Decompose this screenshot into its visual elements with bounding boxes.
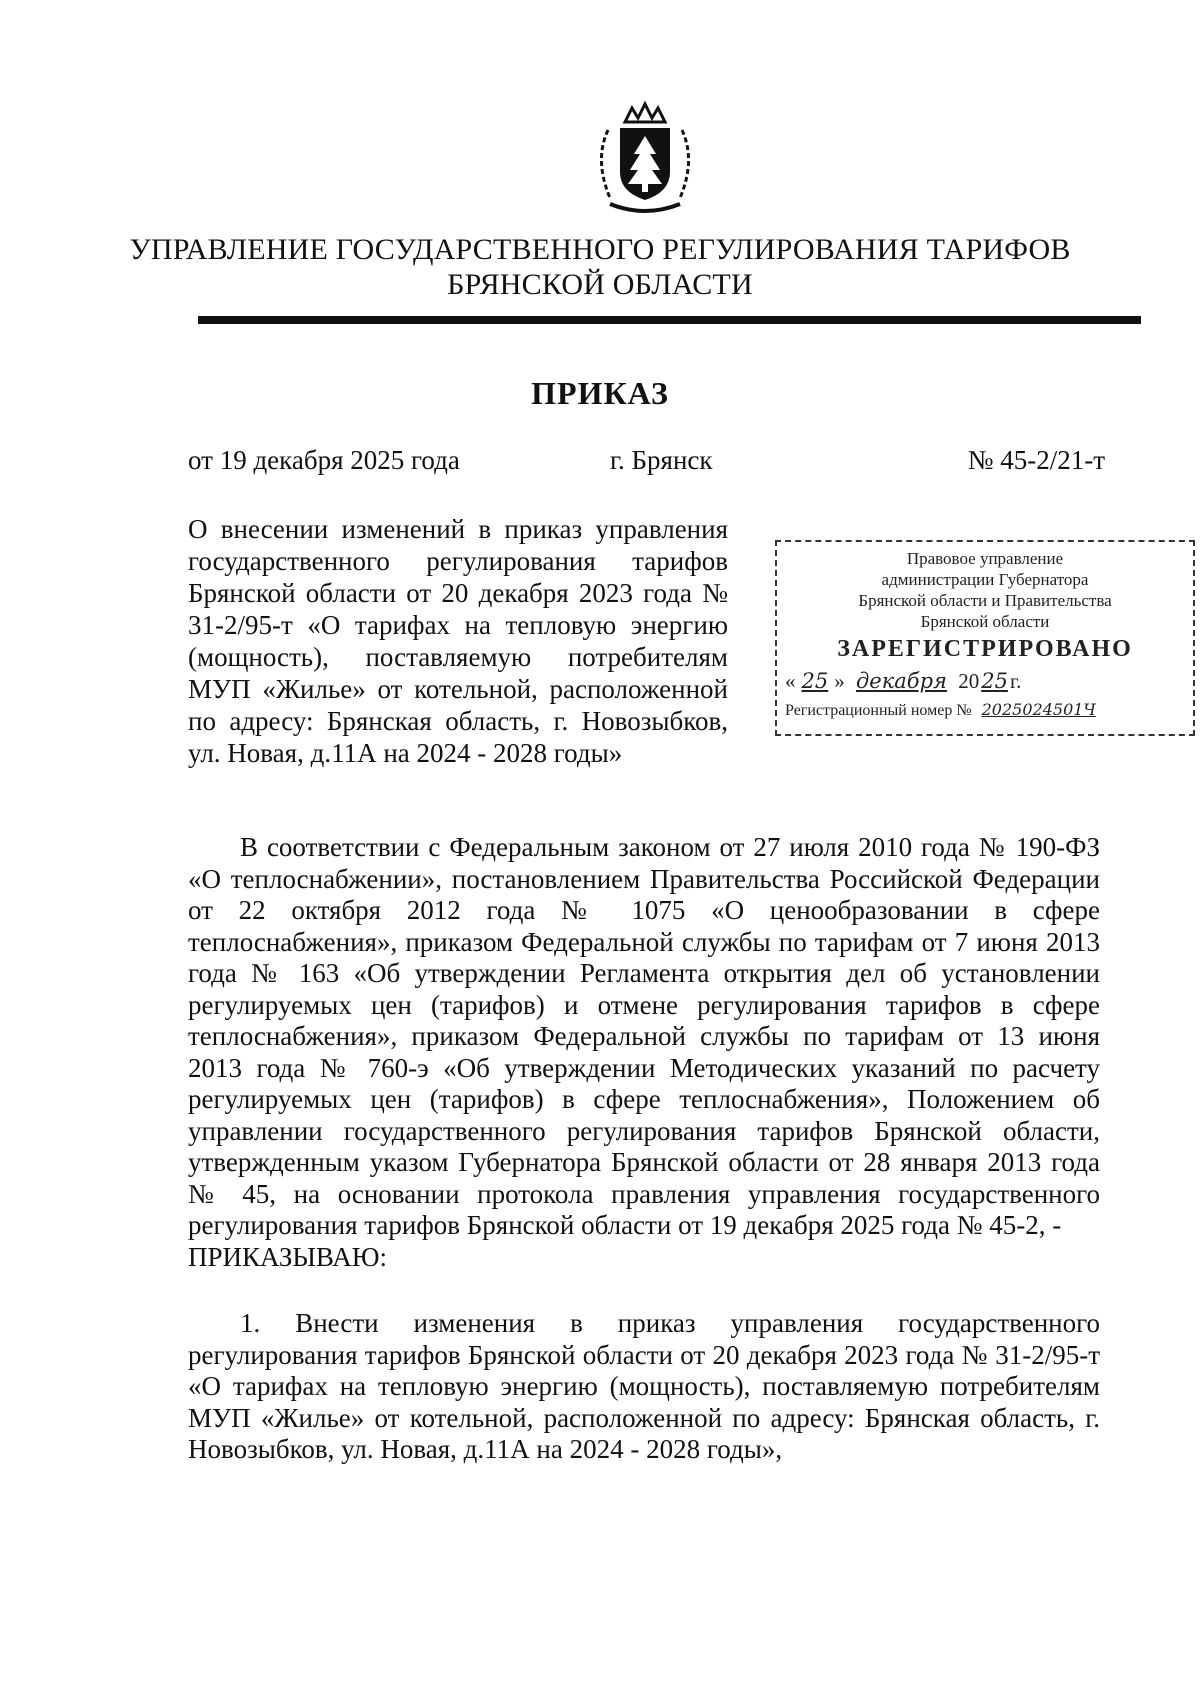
order-subject: О внесении изменений в приказ управления государственного регулирования тарифов Брянской области от 20 декабря 2023 года № 31-2/95-т «О тарифах на тепловую энергию (мощность), поставляемую потребителям МУП «Жилье» от котельной, расположенной по адресу: Брянская область, г. Новозыбков, ул. Новая, д.11А на 2024 - 2028 годы» [188, 514, 728, 768]
organization-line-1: УПРАВЛЕНИЕ ГОСУДАРСТВЕННОГО РЕГУЛИРОВАНИЯ ТАРИФОВ [129, 233, 1071, 266]
stamp-line-3: Брянской области и Правительства [858, 591, 1112, 610]
document-body [188, 832, 1100, 1466]
stamp-reg-label: Регистрационный номер № [785, 702, 972, 719]
order-city: г. Брянск [610, 445, 713, 475]
preamble-paragraph: В соответствии с Федеральным законом от 27 июля 2010 года № 190-ФЗ «О теплоснабжении», постановлением Правительства Российской Федерации от 22 октября 2012 года № 1075 «О ценообразовании в сфере теплоснабжения», приказом Федеральной службы по тарифам от 7 июня 2013 года № 163 «Об утверждении Регламента открытия дел об установлении регулируемых цен (тарифов) и отмене регулирования тарифов в сфере теплоснабжения», приказом Федеральной службы по тарифам от 13 июня 2013 года № 760-э «Об утверждении Методических указаний по расчету регулируемых цен (тарифов) в сфере теплоснабжения», Положением об управлении государственного регулирования тарифов Брянской области, утвержденным указом Губернатора Брянской области от 28 января 2013 года № 45, на основании протокола правления управления государственного регулирования тарифов Брянской области от 19 декабря 2025 года № 45-2, - [188, 832, 1100, 1240]
stamp-line-1: Правовое управление [906, 549, 1064, 568]
stamp-line-2: администрации Губернатора [881, 570, 1089, 589]
order-date: от 19 декабря 2025 года [188, 445, 460, 475]
organization-name [120, 232, 1080, 302]
stamp-month: декабря [855, 669, 947, 693]
stamp-year-prefix: 20 [958, 669, 980, 693]
stamp-day: 25 [801, 669, 829, 693]
document-title: ПРИКАЗ [531, 375, 669, 411]
stamp-reg-number: 2025024501Ч [981, 700, 1096, 719]
stamp-registration-row [785, 700, 1185, 720]
coat-of-arms-icon [580, 100, 710, 220]
stamp-status: ЗАРЕГИСТРИРОВАНО [837, 636, 1133, 662]
order-word: ПРИКАЗЫВАЮ: [188, 1241, 387, 1272]
organization-line-2: БРЯНСКОЙ ОБЛАСТИ [447, 268, 753, 301]
stamp-line-4: Брянской области [920, 612, 1050, 631]
stamp-year-suffix: 25 [981, 669, 1008, 693]
header-divider [198, 316, 1141, 324]
registration-stamp [775, 540, 1195, 736]
order-item-1: 1. Внести изменения в приказ управления государственного регулирования тарифов Брянской области от 20 декабря 2023 года № 31-2/95-т «О тарифах на тепловую энергию (мощность), поставляемую потребителям МУП «Жилье» от котельной, расположенной по адресу: Брянская область, г. Новозыбков, ул. Новая, д.11А на 2024 - 2028 годы», [188, 1308, 1100, 1464]
order-number: № 45-2/21-т [967, 445, 1105, 475]
stamp-year-end: г. [1009, 669, 1022, 693]
stamp-date-row: « 25 » декабря 2025г. [785, 669, 1022, 693]
